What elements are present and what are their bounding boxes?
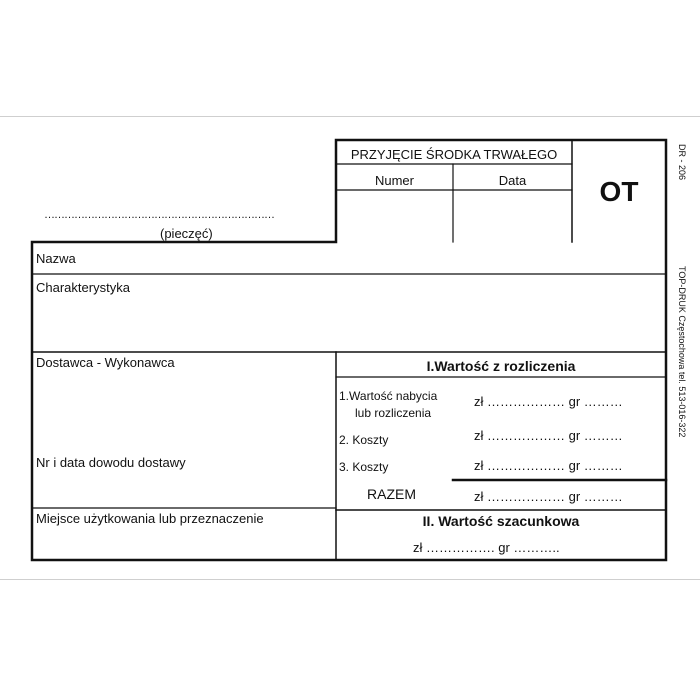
row2-amount[interactable]: zł ……………… gr ……… bbox=[474, 428, 623, 443]
row2-label: 2. Koszty bbox=[339, 433, 389, 447]
stamp-dots: …………………………………………………………… bbox=[44, 209, 274, 221]
row1-label-line1: 1.Wartość nabycia bbox=[339, 389, 438, 403]
total-amount[interactable]: zł ……………… gr ……… bbox=[474, 489, 623, 504]
form-code-side: DR - 206 bbox=[677, 144, 687, 181]
form-code: OT bbox=[599, 176, 639, 207]
numer-field[interactable] bbox=[336, 190, 453, 242]
dowod-field[interactable] bbox=[36, 472, 332, 506]
nazwa-label: Nazwa bbox=[36, 251, 76, 266]
data-header: Data bbox=[498, 173, 527, 188]
charakterystyka-field[interactable] bbox=[36, 296, 662, 350]
row1-label-line2: lub rozliczenia bbox=[355, 406, 432, 420]
row3-label: 3. Koszty bbox=[339, 460, 389, 474]
valuation-title: I.Wartość z rozliczenia bbox=[426, 358, 576, 374]
row1-amount[interactable]: zł ……………… gr ……… bbox=[474, 394, 623, 409]
charakterystyka-label: Charakterystyka bbox=[36, 280, 130, 295]
printer-info: TOP-DRUK Częstochowa tel. 513-016-322 bbox=[677, 266, 687, 438]
row3-amount[interactable]: zł ……………… gr ……… bbox=[474, 458, 623, 473]
dostawca-field[interactable] bbox=[36, 372, 332, 452]
miejsce-field[interactable] bbox=[36, 528, 332, 558]
nazwa-field[interactable] bbox=[100, 244, 662, 272]
miejsce-label: Miejsce użytkowania lub przeznaczenie bbox=[36, 511, 264, 526]
estimate-title: II. Wartość szacunkowa bbox=[422, 513, 580, 529]
dowod-label: Nr i data dowodu dostawy bbox=[36, 455, 186, 470]
total-label: RAZEM bbox=[367, 486, 416, 502]
numer-header: Numer bbox=[374, 173, 414, 188]
data-field[interactable] bbox=[453, 190, 572, 242]
dostawca-label: Dostawca - Wykonawca bbox=[36, 355, 175, 370]
form-title: PRZYJĘCIE ŚRODKA TRWAŁEGO bbox=[350, 147, 558, 162]
stamp-label: (pieczęć) bbox=[160, 226, 213, 241]
estimate-amount[interactable]: zł ……………. gr ……….. bbox=[413, 540, 560, 555]
